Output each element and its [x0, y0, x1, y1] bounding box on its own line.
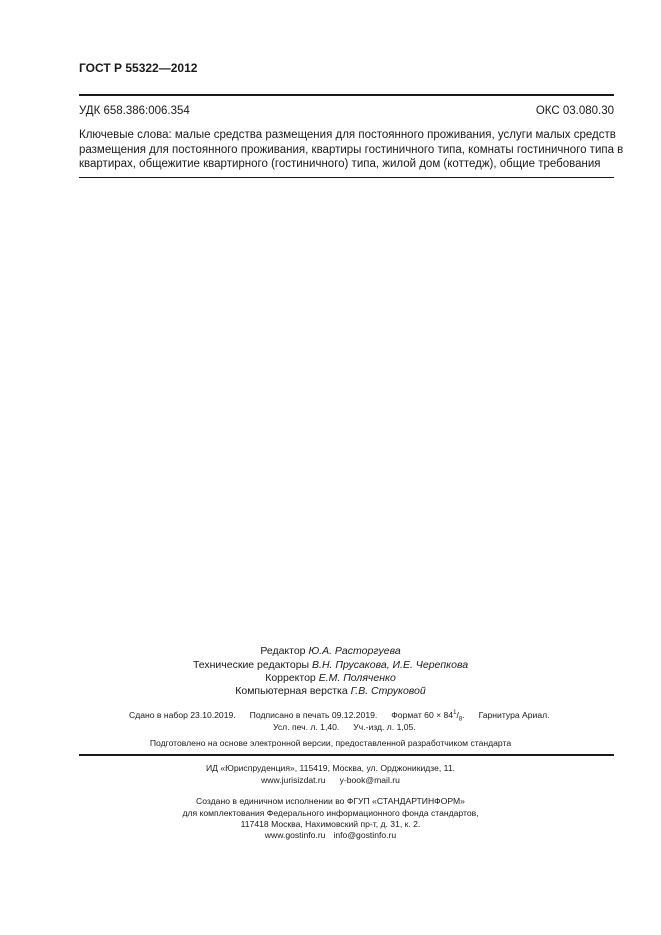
- publisher-email-link[interactable]: y-book@mail.ru: [339, 775, 400, 785]
- sheets-line: [273, 722, 416, 732]
- typeface: Гарнитура Ариал.: [478, 710, 550, 720]
- keywords-paragraph: [79, 128, 624, 172]
- tech-editors-label: Технические редакторы: [192, 659, 310, 671]
- layout-line: [0, 685, 661, 697]
- layout-label: Компьютерная верстка: [235, 685, 348, 697]
- corrector-label: Корректор: [265, 672, 316, 684]
- editor-name: Ю.А. Расторгуева: [308, 645, 401, 657]
- keywords-rule: [79, 177, 614, 178]
- editor-line: [0, 645, 661, 657]
- top-rule: [79, 94, 614, 96]
- publisher-address: ИД «Юриспруденция», 115419, Москва, ул. Орджоникидзе, 11.: [205, 763, 455, 773]
- oks-code: ОКС 03.080.30: [535, 105, 614, 117]
- printed-sheets: Усл. печ. л. 1,40.: [273, 722, 340, 732]
- bottom-rule: [79, 754, 614, 756]
- prepared-note: Подготовлено на основе электронной версии, предоставленной разработчиком стандарта: [149, 738, 512, 748]
- corrector-line: [0, 672, 661, 684]
- producer-line-2: для комплектования Федерального информационного фонда стандартов,: [182, 808, 479, 818]
- keywords-line: размещения для постоянного проживания, квартиры гостиничного типа, комнаты гостиничного типа в: [79, 143, 624, 156]
- tech-editors-line: [0, 659, 661, 671]
- producer-site-link[interactable]: www.gostinfo.ru: [264, 830, 326, 840]
- signed-date: Подписано в печать 09.12.2019.: [249, 710, 378, 720]
- producer-contacts: [0, 830, 661, 840]
- paper-format: Формат $60 \times 84^1/_8$.: [391, 710, 465, 723]
- udk-code: УДК 658.386:006.354: [79, 105, 190, 117]
- layout-name: Г.В. Струковой: [350, 685, 426, 697]
- editor-label: Редактор: [260, 645, 306, 657]
- document-code: ГОСТ Р 55322—2012: [79, 61, 198, 75]
- imprint-line: [129, 710, 550, 723]
- publisher-contacts: [0, 775, 661, 785]
- tech-editors-names: В.Н. Прусакова, И.Е. Черепкова: [312, 659, 469, 671]
- publisher-site-link[interactable]: www.jurisizdat.ru: [261, 775, 326, 785]
- producer-address: 117418 Москва, Нахимовский пр-т, д. 31, к. 2.: [240, 819, 421, 829]
- producer-line-1: Создано в единичном исполнении во ФГУП «СТАНДАРТИНФОРМ»: [196, 796, 465, 806]
- submitted-date: Сдано в набор 23.10.2019.: [129, 710, 236, 720]
- corrector-name: Е.М. Поляченко: [318, 672, 396, 684]
- producer-email-link[interactable]: info@gostinfo.ru: [333, 830, 397, 840]
- keywords-line: Ключевые слова: малые средства размещения для постоянного проживания, услуги малых средств: [79, 129, 616, 141]
- publisher-sheets: Уч.-изд. л. 1,05.: [353, 722, 416, 732]
- keywords-line: квартирах, общежитие квартирного (гостиничного) типа, жилой дом (коттедж), общие требования: [79, 158, 601, 170]
